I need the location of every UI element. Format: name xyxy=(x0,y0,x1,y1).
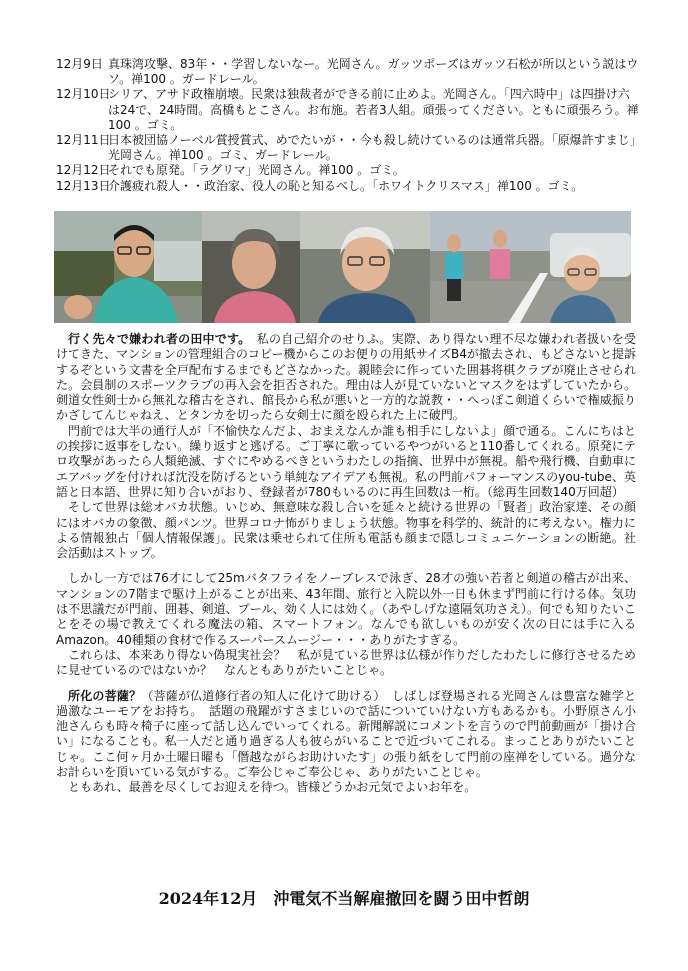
diary-date: 12月12日 xyxy=(56,163,111,178)
photo-woman-pink xyxy=(202,211,300,323)
diary-date: 12月11日 xyxy=(56,133,111,148)
bodhisattva-text: （菩薩が仏道修行者の知人に化けて助ける） しばしば登場される光岡さんは豊富な雑学と過激なユーモアをお持ち。 話題の飛躍がすさまじいので話についていけない方もあるかも。小野原さん小池さんらも時々椅子に座って話し込んでいってくれる。新聞解説にコメントを言うので門前動画が「掛け合い」になることも。私一人だと通り過ぎる人も彼らがいることで近づいてこれる。まっことありがたいことじゃ。ここ何ヶ月か土曜日曜も「僭越ながらお助けいたす」の張り紙をして門前の座禅をしている。過分なお計らいを頂いている気がする。ご奉公じゃご奉公じゃ、ありがたいことじゃ。 xyxy=(56,688,636,780)
diary-text: 日本被団協ノーベル賞授賞式、めでたいが・・今も殺し続けているのは通常兵器。「原爆許すまじ」光岡さん。禅100 。ゴミ、ガードレール。 xyxy=(108,133,636,163)
diary-entry xyxy=(56,163,640,178)
photo-elder-man-glasses xyxy=(300,211,430,323)
photo-man-teal-shirt xyxy=(54,211,202,323)
diary-text: それでも原発。「ラグリマ」光岡さん。禅100 。ゴミ。 xyxy=(108,163,405,178)
paragraph-world: そして世界は総オバカ状態。いじめ、無意味な殺し合いを延々と続ける世界の「賢者」政治家達、その顔にはオバカの象徴、顔パンツ。世界コロナ怖がりましょう状態。物事を科学的、統計的に考えない。権力による情報独占「個人情報保護」。民衆は乗せられて住所も電話も顔まで隠しコミュニケーションの断絶。社会活動はストップ。 xyxy=(56,500,636,561)
diary-entry xyxy=(56,133,640,163)
closing-paragraph: ともあれ、最善を尽くしてお迎えを待つ。皆様どうかお元気でよいお年を。 xyxy=(68,780,477,795)
diary-date: 12月9日 xyxy=(56,57,103,71)
diary-entry xyxy=(56,179,640,194)
diary-entry xyxy=(56,87,640,133)
photo-street-scene xyxy=(430,211,631,323)
paragraph-blessings: しかし一方では76才にして25mバタフライをノーブレスで泳ぎ、28才の強い若者と剣道の稽古が出来、マンションの7階まで駆け上がることが出来、43年間、旅行と入院以外一日も休まず門前に行ける体。気功は不思議だが門前、囲碁、剣道、プール、効く人には効く。（あやしげな遠隔気功さえ）。何でも知りたいことをその場で教えてくれる魔法の箱、スマートフォン。なんでも欲しいものが安く次の日には手に入るAmazon。40種類の食材で作るスーパースムージー・・・ありがたすぎる。 xyxy=(56,571,636,647)
intro-paragraph xyxy=(56,332,636,424)
article-body xyxy=(56,332,636,796)
footer-signature: 2024年12月 沖電気不当解雇撤回を闘う田中哲朗 xyxy=(158,889,530,908)
paragraph-reflection: これらは、本来あり得ない偽現実社会？ 私が見ている世界は仏様が作りだしたわたしに修行させるために見せているのではないか？ なんともありがたいことじゃ。 xyxy=(56,647,636,678)
diary-list xyxy=(56,57,640,194)
diary-date: 12月13日 xyxy=(56,178,111,193)
paragraph-gate: 門前では大半の通行人が「不愉快なんだよ、おまえなんか誰も相手にしないよ」顔で通る。こんにちはとの挨拶に返事をしない。繰り返すと逃げる。ご丁寧に歌っているやつがいると110番してくれる。原発にテロ攻撃があったら人類絶滅、すぐにやめるべきというわたしの指摘、世界中が無視。船や飛行機、自動車にエアバッグを付ければ沈没を防げるという単純なアイデアも無視。私の門前パフォーマンスのyou-tube、英語と日本語、世界に知り合いがおり、登録者が780もいるのに再生回数は一桁。（総再生回数140万回超） xyxy=(56,423,636,499)
diary-text: シリア、アサド政権崩壊。民衆は独裁者ができる前に止めよ。光岡さん。「四六時中」は四掛け六は24で、24時間。高橋もとこさん。お布施。若者3人組。頑張ってください。ともに頑張ろう。禅100 。ゴミ。 xyxy=(108,87,639,132)
photo-strip xyxy=(54,211,631,323)
bodhisattva-heading: 所化の菩薩？ xyxy=(68,688,142,703)
diary-entry xyxy=(56,57,640,87)
intro-heading: 行く先々で嫌われ者の田中です。 xyxy=(68,332,245,346)
intro-text: 私の自己紹介のせりふ。実際、あり得ない理不尽な嫌われ者扱いを受けてきた、マンションの管理組合のコピー機からこのお便りの用紙サイズB4が撤去され、もどさないと提訴するぞという文書を全戸配布するまでもどさなかった。親睦会に作っていた囲碁将棋クラブが廃止させられた。会員制のスポーツクラブの再入会を拒否された。理由は人が見ていないとマスクをはずしていたから。剣道女性剣士から無礼な稽古をされ、館長から私が悪いと一方的な説教・・へっぽこ剣道くらいで権威振りかざしてんじゃねえ、とタンカを切ったら女剣士に顔を殴られた上に破門。 xyxy=(56,332,637,423)
diary-text: 真珠湾攻撃、83年・・学習しないなー。光岡さん。ガッツポーズはガッツ石松が所以という説はウソ。禅100 。ガードレール。 xyxy=(108,57,639,87)
bodhisattva-paragraph xyxy=(56,689,636,781)
diary-text: 介護疲れ殺人・・政治家、役人の恥と知るべし。「ホワイトクリスマス」禅100 。ゴミ。 xyxy=(108,178,584,193)
diary-date: 12月10日 xyxy=(56,87,111,102)
